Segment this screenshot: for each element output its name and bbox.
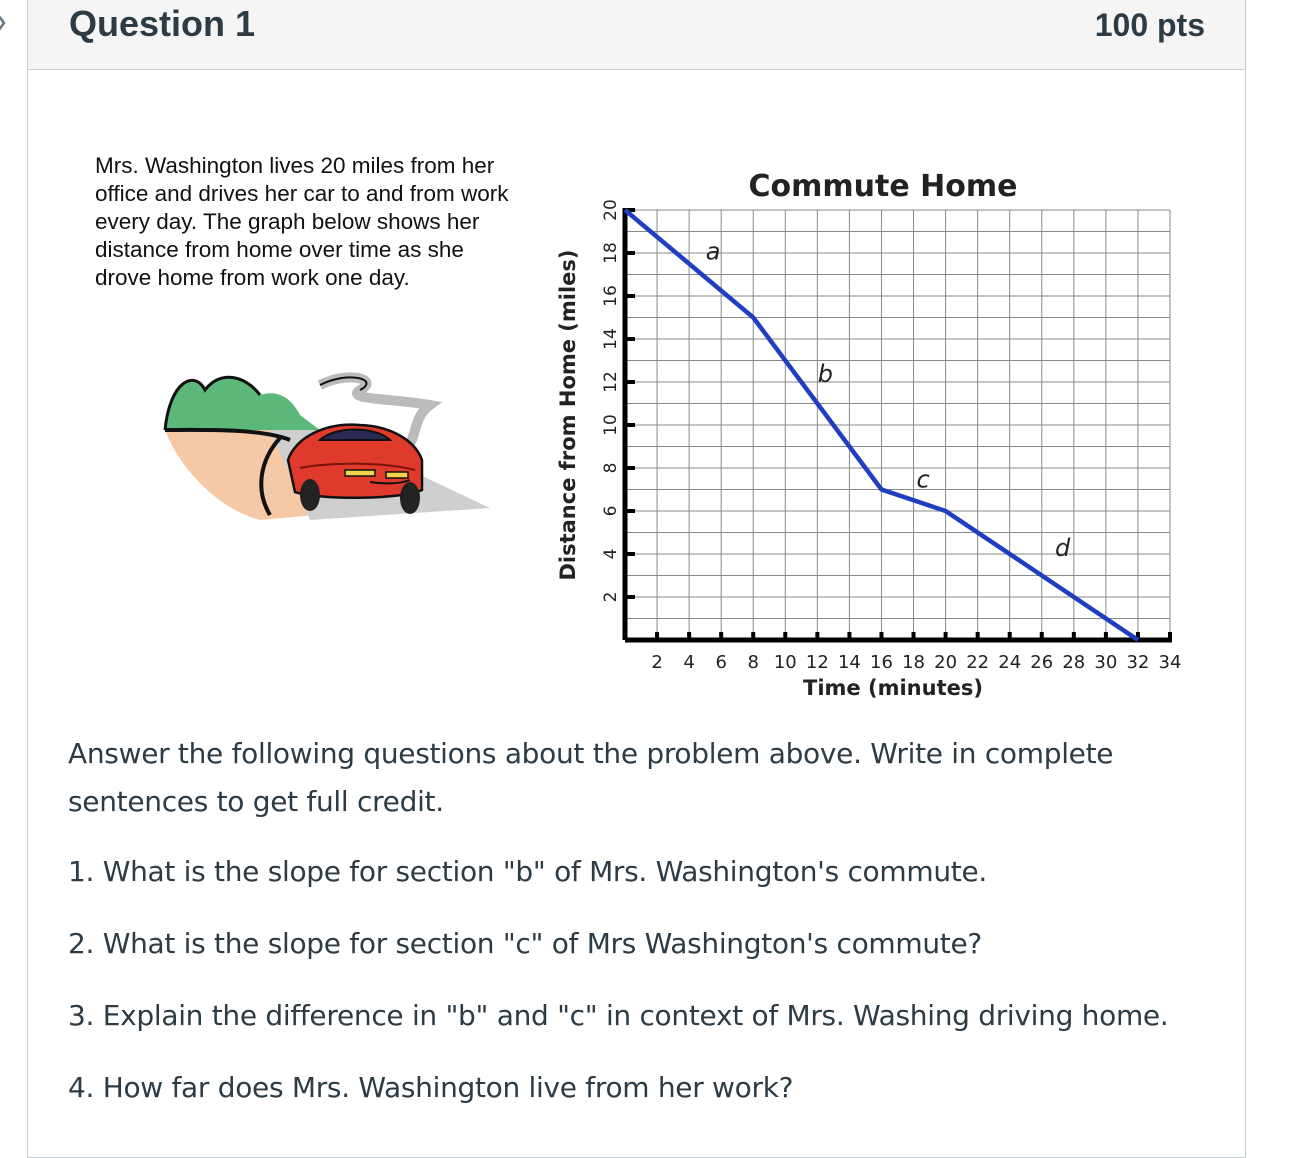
- x-tick-label: 10: [773, 652, 797, 673]
- x-tick-label: 26: [1030, 652, 1054, 673]
- x-tick-label: 6: [715, 652, 727, 673]
- question-list: [68, 848, 1228, 1136]
- problem-text: Mrs. Washington lives 20 miles from her office and drives her car to and from work every day. The graph below shows her distance from home over time as she drove home from work one day.: [95, 153, 509, 290]
- y-tick-label: 2: [601, 591, 621, 603]
- segment-label-d: d: [1054, 534, 1071, 563]
- car-clipart-icon: [160, 360, 500, 525]
- x-tick-label: 24: [998, 652, 1022, 673]
- x-tick-label: 16: [870, 652, 893, 673]
- x-tick-label: 2: [651, 652, 663, 673]
- y-tick-label: 14: [601, 328, 621, 350]
- x-tick-label: 30: [1094, 652, 1118, 673]
- question-item-4: 4. How far does Mrs. Washington live from her work?: [68, 1071, 794, 1104]
- y-tick-label: 20: [601, 199, 621, 221]
- question-header: [28, 0, 1245, 70]
- y-tick-label: 6: [601, 505, 621, 517]
- x-tick-label: 32: [1126, 652, 1150, 673]
- collapse-chevron-icon[interactable]: [0, 8, 14, 38]
- question-item-1: 1. What is the slope for section "b" of Mrs. Washington's commute.: [68, 855, 987, 888]
- commute-chart: [545, 160, 1205, 710]
- segment-label-c: c: [916, 465, 930, 494]
- y-tick-label: 16: [601, 285, 621, 307]
- segment-label-a: a: [705, 237, 721, 266]
- instructions-text: Answer the following questions about the problem above. Write in complete sentences to get full credit.: [68, 737, 1114, 818]
- chart-title: Commute Home: [748, 169, 1018, 204]
- y-tick-label: 10: [601, 414, 621, 436]
- x-tick-label: 28: [1062, 652, 1086, 673]
- x-tick-label: 18: [902, 652, 925, 673]
- question-points: 100 pts: [1094, 7, 1205, 43]
- x-tick-label: 4: [683, 652, 695, 673]
- y-tick-label: 4: [601, 548, 621, 560]
- question-item-3: 3. Explain the difference in "b" and "c" in context of Mrs. Washing driving home.: [68, 999, 1169, 1032]
- x-tick-label: 34: [1158, 652, 1182, 673]
- x-tick-label: 8: [747, 652, 759, 673]
- y-tick-label: 18: [601, 242, 621, 264]
- chart-y-axis-label: Distance from Home (miles): [556, 249, 580, 581]
- x-tick-label: 14: [837, 652, 861, 673]
- x-tick-label: 12: [805, 652, 829, 673]
- x-tick-label: 20: [934, 652, 958, 673]
- y-tick-label: 8: [601, 462, 621, 474]
- y-tick-label: 12: [601, 371, 621, 393]
- chart-x-axis-label: Time (minutes): [803, 676, 983, 700]
- x-tick-label: 22: [966, 652, 990, 673]
- question-title: Question 1: [69, 3, 256, 44]
- segment-label-b: b: [817, 360, 833, 388]
- question-item-2: 2. What is the slope for section "c" of Mrs Washington's commute?: [68, 927, 982, 960]
